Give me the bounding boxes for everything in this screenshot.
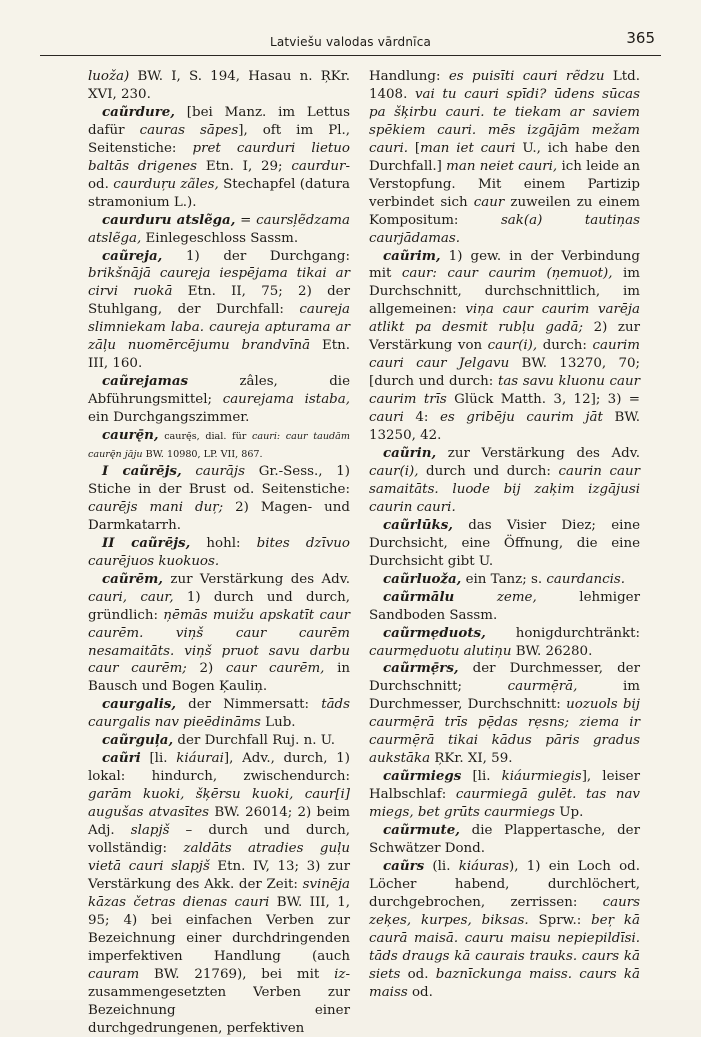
- dictionary-entry: [369, 768, 640, 822]
- definition-text: zur Verstärkung des Adv.: [436, 446, 640, 462]
- example-text: cauri: [369, 410, 404, 426]
- example-text: baznīckunga maiss. caurs kā maiss: [369, 966, 640, 1000]
- definition-text: [: [408, 140, 421, 156]
- example-text: es gribēju caurim jāt: [439, 410, 603, 426]
- dictionary-entry: [369, 571, 640, 589]
- headword: caũrlūks,: [383, 516, 453, 533]
- example-text: caursl̦ẽdzama atslẽga,: [88, 212, 350, 246]
- dictionary-entry: [88, 463, 350, 535]
- note-text: caurę̄s, dial. für: [158, 431, 252, 443]
- example-text: caurājs: [195, 463, 245, 479]
- dictionary-entry: [369, 517, 640, 571]
- dictionary-entry: [88, 104, 350, 212]
- definition-text: [li.: [140, 751, 177, 767]
- definition-text: 1) durch und durch, gründlich:: [88, 589, 350, 623]
- example-text: caurmẹ̄rā,: [507, 679, 578, 695]
- definition-text: od.: [88, 176, 114, 192]
- entry-continuation: [88, 68, 350, 104]
- headword: caurę̄n,: [102, 427, 159, 444]
- example-text: pret caurduri lietuo baltās drigenes: [88, 140, 350, 174]
- dictionary-entry: [369, 822, 640, 858]
- headword: caũrmẹduots,: [383, 624, 486, 641]
- example-text: man neiet cauri,: [446, 158, 558, 174]
- definition-text: hohl:: [190, 535, 257, 551]
- definition-text: BW. 13270, 70; [durch und durch:: [369, 356, 640, 390]
- definition-text: od.: [407, 984, 433, 1000]
- definition-text: Up.: [554, 805, 584, 821]
- example-text: uozuols bij caurmẹ̄rā trīs pẹ̄das rẹsns; ziema ir caurmẹ̄rā tikai kādus pāris gradus aukstāka: [369, 697, 640, 767]
- example-text: cauri, caur,: [88, 589, 174, 605]
- definition-text: BW. 26280.: [511, 643, 593, 659]
- definition-text: ein Durchgangszimmer.: [88, 410, 250, 426]
- example-text: kiáurai: [176, 751, 224, 767]
- example-text: caurdancis.: [546, 571, 625, 587]
- definition-text: Etn. III, 160.: [88, 338, 350, 372]
- definition-text: 4:: [403, 410, 440, 426]
- definition-text: lehmiger Sandboden Sassm.: [369, 589, 640, 623]
- example-text: caurdur-: [291, 158, 350, 174]
- definition-text: ein Tanz; s.: [461, 571, 547, 587]
- right-column: [369, 68, 641, 1000]
- definition-text: zâles, die Abführungsmittel;: [88, 374, 350, 408]
- page-number: 365: [626, 29, 655, 47]
- headword: caũrmālu: [383, 588, 455, 605]
- example-text: brikšnājā caureja iespējama tikai ar cirvi ruokā: [88, 266, 350, 300]
- definition-text: U., ich habe den Durchfall.]: [369, 140, 641, 174]
- headword: caũrmiegs: [383, 768, 462, 785]
- headword: caurgalis,: [102, 696, 177, 713]
- definition-text: die Plappertasche, der Schwätzer Dond.: [369, 823, 640, 856]
- definition-text: zuweilen zu einem Kompositum:: [369, 194, 640, 228]
- example-text: caurduŗu zãles,: [113, 176, 219, 192]
- example-text: caur: caur caurim (ņemuot),: [401, 266, 613, 282]
- dictionary-entry: [88, 696, 350, 732]
- definition-text: Sprw.:: [528, 912, 592, 928]
- headword: I caũrējs,: [102, 462, 182, 479]
- example-text: caurim cauri caur Jelgavu: [369, 338, 640, 372]
- headword: caũri: [102, 750, 141, 767]
- definition-text: das Visier Diez; eine Durchsicht, eine Öffnung, die eine Durchsicht gibt U.: [369, 517, 640, 569]
- headword: caũrmẹ̄rs,: [383, 660, 459, 677]
- example-text: caur: [473, 194, 505, 210]
- dictionary-entry: [88, 212, 350, 248]
- definition-text: BW. I, S. 194, Hasau n. ŖKr. XVI, 230.: [88, 69, 350, 102]
- note-example-text: cauri: caur taudām caurę̄n jāju: [88, 431, 350, 461]
- definition-text: in Bausch und Bogen Ķauliņ.: [88, 661, 350, 695]
- example-text: caureja slimniekam laba. caureja apturama ar zāļu nuomērcējumu brandvīnā: [88, 302, 350, 354]
- definition-text: honigdurchtränkt:: [485, 625, 640, 641]
- definition-text: ŖKr. XI, 59.: [430, 751, 513, 767]
- definition-text: der Nimmersatt:: [176, 697, 322, 713]
- example-text: zaldāts atradies guļu vietā cauri slapjš: [88, 840, 350, 874]
- definition-text: ], Adv., durch, 1) lokal: hindurch, zwischendurch:: [88, 751, 350, 785]
- definition-text: Gr.-Sess., 1) Stiche in der Brust od. Seitenstiche:: [88, 463, 350, 497]
- dictionary-entry: [88, 571, 350, 697]
- dictionary-entry: [88, 535, 350, 571]
- dictionary-entry: [369, 858, 640, 1002]
- running-header: [40, 29, 661, 56]
- definition-text: ], leiser Halbschlaf:: [369, 769, 640, 803]
- example-text: viņa caur caurim varēja atlikt pa desmit rubļu gadā;: [369, 302, 640, 336]
- headword: caũreja,: [102, 247, 163, 264]
- definition-text: =: [235, 212, 257, 228]
- entry-continuation: [369, 68, 640, 248]
- definition-text: Stechapfel (datura stramonium L.).: [88, 176, 350, 210]
- example-text: caur(i),: [369, 463, 419, 479]
- definition-text: Etn. II, 75; 2) der Stuhlgang, der Durchfall:: [88, 284, 350, 318]
- definition-text: ), 1) ein Loch od. Löcher habend, durchlöchert, durchgebrochen, zerrissen:: [369, 858, 640, 910]
- definition-text: durch:: [537, 338, 593, 354]
- definition-text: Etn. IV, 13; 3) zur Verstärkung des Akk. der Zeit:: [88, 858, 350, 892]
- dictionary-entry: [88, 750, 350, 1037]
- headword: II caũrējs,: [102, 534, 191, 551]
- dictionary-entry: [88, 373, 350, 427]
- headword: caũrs: [383, 857, 425, 874]
- example-text: slapjš: [130, 823, 170, 839]
- dictionary-entry: [369, 445, 640, 517]
- definition-text: BW. 13250, 42.: [369, 410, 640, 444]
- example-text: tas savu kluonu caur caurim trīs: [369, 374, 640, 408]
- example-text: caurejama istaba,: [222, 392, 350, 408]
- definition-text: od.: [400, 966, 436, 982]
- example-text: cauras sāpes: [139, 122, 239, 138]
- example-text: sak(a) tautiņas caurjādamas.: [369, 212, 640, 246]
- headword: caũrmute,: [383, 822, 460, 839]
- definition-text: BW. 26014; 2) beim Adj.: [88, 805, 350, 839]
- headword: caũrejamas: [102, 373, 189, 390]
- definition-text: [bei Manz. im Lettus dafür: [88, 104, 350, 138]
- example-text: zeme,: [496, 589, 537, 605]
- definition-text: der Durchmesser, der Durchschnitt;: [369, 661, 640, 695]
- definition-text: ich leide an Verstopfung. Mit einem Partizip verbindet sich: [369, 158, 640, 210]
- definition-text: Ltd. 1408.: [369, 69, 641, 102]
- example-text: cauram: [88, 966, 140, 982]
- definition-text: [182, 464, 196, 479]
- example-text: caurējs mani duŗ;: [88, 499, 224, 515]
- headword: caũrdure,: [102, 103, 175, 120]
- definition-text: BW. III, 1, 95; 4) bei einfachen Verben zur Bezeichnung einer durchdringenden imperfektiven Handlung (auch: [88, 894, 350, 964]
- headword: caũrēm,: [102, 570, 163, 587]
- definition-text: Glück Matth. 3, 12]; 3) =: [446, 392, 641, 408]
- headword: caũrim,: [383, 247, 441, 264]
- dictionary-entry: [369, 589, 640, 625]
- example-text: caurs zeķes, kurpes, biksas.: [369, 894, 640, 928]
- definition-text: 2) Magen- und Darmkatarrh.: [88, 499, 350, 533]
- definition-text: Lub.: [260, 715, 296, 731]
- example-text: beŗ kā caurā maisā. cauru maisu nepiepildīsi. tāds draugs kā caurais trauks. caurs kā siets: [369, 912, 640, 982]
- definition-text: zusammengesetzten Verben zur Bezeichnung einer durchgedrungenen, perfektiven: [88, 984, 350, 1036]
- example-text: svinēja kāzas četras dienas cauri: [88, 876, 350, 910]
- headword: caurduru atslẽga,: [102, 211, 236, 228]
- header-title: Latviešu valodas vārdnīca: [269, 35, 432, 49]
- definition-text: Handlung:: [369, 69, 449, 84]
- definition-text: im Durchmesser, Durchschnitt:: [369, 679, 640, 713]
- dictionary-entry: [369, 660, 640, 768]
- example-text: kiáurmiegis: [501, 769, 582, 785]
- example-text: caurmẹduotu alutiņu: [369, 643, 512, 659]
- example-text: tāds caurgalis nav pieēdināms: [88, 697, 350, 731]
- definition-text: (li.: [424, 858, 459, 874]
- dictionary-entry: [88, 248, 350, 374]
- definition-text: zur Verstärkung des Adv.: [162, 571, 350, 587]
- example-text: man iet cauri: [420, 140, 516, 156]
- example-text: caurmiegā gulēt. tas nav miegs, bet grūts caurmiegs: [369, 787, 640, 821]
- definition-text: im Durchschnitt, durchschnittlich, im allgemeinen:: [369, 266, 640, 318]
- example-text: iz-: [334, 966, 350, 982]
- definition-text: BW. 21769), bei mit: [139, 966, 335, 982]
- definition-text: Etn. I, 29;: [197, 158, 292, 174]
- definition-text: [li.: [461, 769, 502, 785]
- definition-text: [454, 590, 497, 605]
- left-column: [88, 68, 351, 1036]
- example-text: ņēmās muižu apskatīt caur caurēm. viņš caur caurēm nesamaitāts. viņš pruot savu darbu caur caurēm;: [88, 607, 350, 677]
- definition-text: durch und durch:: [418, 463, 559, 479]
- headword: caũrguļa,: [102, 732, 174, 749]
- example-text: luoža): [88, 69, 130, 84]
- note-text: BW. 10980, LP. VII, 867.: [142, 449, 263, 461]
- example-text: caur(i),: [487, 338, 538, 354]
- definition-text: 2): [186, 661, 226, 677]
- dictionary-entry: [88, 732, 350, 750]
- example-text: caurin caur samaitāts. luode bij zaķim izgājusi caurin cauri.: [369, 463, 640, 515]
- definition-text: Einlegeschloss Sassm.: [141, 230, 299, 246]
- headword: caũrin,: [383, 445, 437, 462]
- dictionary-entry: [369, 248, 640, 445]
- example-text: garām kuoki, šķērsu kuoki, caur[i] augušas atvasītes: [88, 787, 350, 821]
- example-text: es puisīti cauri rẽdzu: [448, 69, 605, 84]
- definition-text: 1) der Durchgang:: [162, 248, 350, 264]
- dictionary-entry: [369, 625, 640, 661]
- dictionary-entry: [88, 427, 350, 463]
- headword: caũrluoža,: [383, 570, 462, 587]
- definition-text: ], oft im Pl., Seitenstiche:: [88, 122, 351, 156]
- example-text: kiáuras: [458, 858, 509, 874]
- example-text: caur caurēm,: [225, 661, 325, 677]
- definition-text: 2) zur Verstärkung von: [369, 320, 640, 354]
- definition-text: – durch und durch, vollständig:: [88, 823, 350, 856]
- definition-text: der Durchfall Ruj. n. U.: [173, 733, 336, 749]
- example-text: vai tu cauri spīdi? ūdens sūcas pa šķirbu cauri. te tiekam ar saviem spēkiem cauri. mēs izgājām mežam cauri.: [369, 86, 640, 156]
- definition-text: 1) gew. in der Verbindung mit: [369, 248, 640, 282]
- example-text: bites dzīvuo caurējuos kuokuos.: [88, 535, 350, 569]
